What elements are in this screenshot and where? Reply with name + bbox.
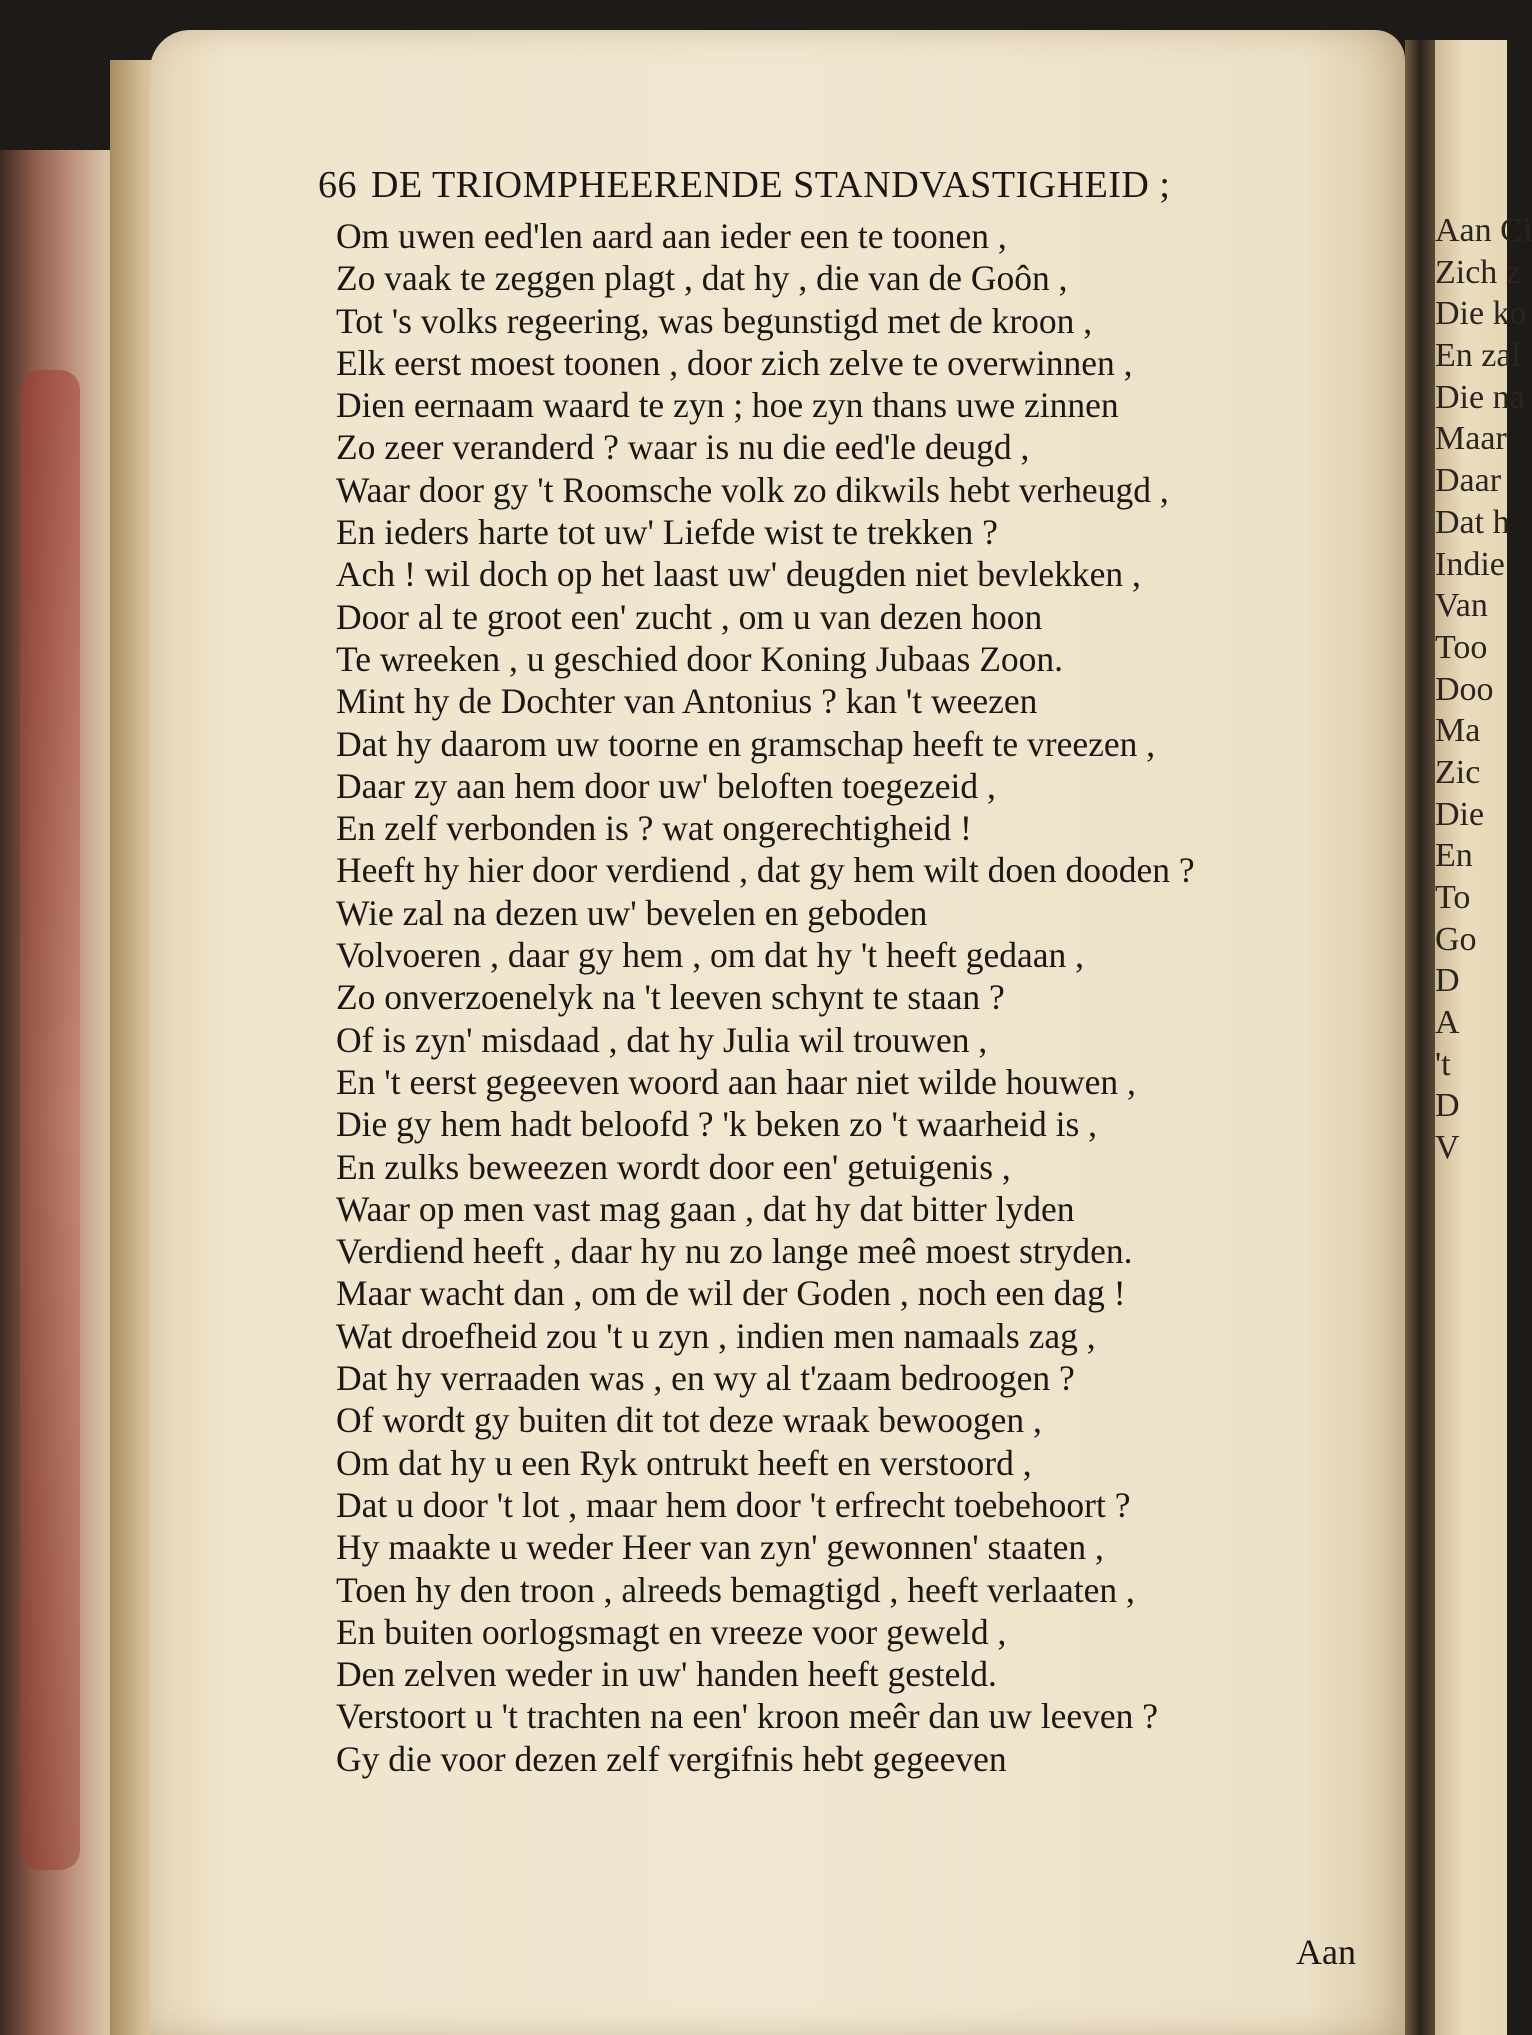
facing-page-line-fragment: A <box>1435 1004 1460 1042</box>
verse-text <box>336 215 1195 1780</box>
verse-line: Dat hy daarom uw toorne en gramschap heeft te vreezen , <box>336 723 1156 764</box>
facing-page-line-fragment: Daar <box>1435 462 1502 500</box>
facing-page-line-fragment: Die ko <box>1435 295 1527 333</box>
page-header <box>318 160 1378 210</box>
catchword: Aan <box>1296 1932 1356 1972</box>
verse-line: Zo vaak te zeggen plagt , dat hy , die van de Goôn , <box>336 258 1068 299</box>
facing-page-line-fragment: Indie <box>1435 545 1505 583</box>
verse-line: Zo zeer veranderd ? waar is nu die eed'le deugd , <box>336 427 1030 468</box>
verse-line: Dat hy verraaden was , en wy al t'zaam bedroogen ? <box>336 1358 1075 1399</box>
verse-line: En buiten oorlogsmagt en vreeze voor geweld , <box>336 1611 1007 1652</box>
verse-line: Door al te groot een' zucht , om u van dezen hoon <box>336 596 1043 637</box>
verse-line: Tot 's volks regeering, was begunstigd met de kroon , <box>336 300 1093 341</box>
book-gutter <box>1405 40 1435 2035</box>
facing-page-line-fragment: 't <box>1435 1045 1451 1083</box>
verse-line: Volvoeren , daar gy hem , om dat hy 't heeft gedaan , <box>336 935 1085 976</box>
facing-page-line-fragment: Maar <box>1435 420 1507 458</box>
verse-line: En ieders harte tot uw' Liefde wist te trekken ? <box>336 512 998 553</box>
verse-line: Die gy hem hadt beloofd ? 'k beken zo 't waarheid is , <box>336 1104 1098 1145</box>
verse-line: Den zelven weder in uw' handen heeft gesteld. <box>336 1654 997 1695</box>
verse-line: Of is zyn' misdaad , dat hy Julia wil trouwen , <box>336 1019 988 1060</box>
facing-page-line-fragment: Ma <box>1435 712 1481 750</box>
verse-line: En zulks beweezen wordt door een' getuigenis , <box>336 1146 1011 1187</box>
page-content <box>318 160 1398 1990</box>
verse-line: Maar wacht dan , om de wil der Goden , noch een dag ! <box>336 1273 1126 1314</box>
facing-page-line-fragment: D <box>1435 962 1460 1000</box>
facing-page-line-fragment: En zal <box>1435 337 1521 375</box>
facing-page-line-fragment: En <box>1435 837 1473 875</box>
verse-line: Verstoort u 't trachten na een' kroon meêr dan uw leeven ? <box>336 1696 1159 1737</box>
verse-line: Ach ! wil doch op het laast uw' deugden niet bevlekken , <box>336 554 1141 595</box>
verse-line: Zo onverzoenelyk na 't leeven schynt te staan ? <box>336 977 1005 1018</box>
facing-page <box>1435 40 1532 2035</box>
verse-line: Waar door gy 't Roomsche volk zo dikwils hebt verheugd , <box>336 469 1169 510</box>
verse-line: Toen hy den troon , alreeds bemagtigd , heeft verlaaten , <box>336 1569 1135 1610</box>
verse-line: Dat u door 't lot , maar hem door 't erfrecht toebehoort ? <box>336 1484 1131 1525</box>
verse-line: En zelf verbonden is ? wat ongerechtigheid ! <box>336 808 972 849</box>
facing-page-line-fragment: Zich z <box>1435 253 1521 291</box>
facing-page-line-fragment: To <box>1435 879 1471 916</box>
verse-line: Elk eerst moest toonen , door zich zelve te overwinnen , <box>336 342 1133 383</box>
verse-line: Waar op men vast mag gaan , dat hy dat bitter lyden <box>336 1188 1075 1229</box>
running-title: DE TRIOMPHEERENDE STANDVASTIGHEID ; <box>371 164 1171 206</box>
facing-page-line-fragment: Die na <box>1435 378 1525 416</box>
facing-page-line-fragment: Aan Ci <box>1435 212 1532 249</box>
verse-line: En 't eerst gegeeven woord aan haar niet wilde houwen , <box>336 1061 1136 1102</box>
verse-line: Heeft hy hier door verdiend , dat gy hem wilt doen dooden ? <box>336 850 1195 891</box>
facing-page-fragments <box>1435 210 1532 1169</box>
facing-page-line-fragment: Zic <box>1435 753 1481 791</box>
verse-line: Gy die voor dezen zelf vergifnis hebt gegeeven <box>336 1738 1007 1779</box>
facing-page-line-fragment: Doo <box>1435 670 1494 708</box>
verse-line: Te wreeken , u geschied door Koning Jubaas Zoon. <box>336 638 1064 679</box>
verse-line: Dien eernaam waard te zyn ; hoe zyn thans uwe zinnen <box>336 385 1119 426</box>
spine-stain <box>20 370 80 1870</box>
facing-page-line-fragment: Too <box>1435 628 1488 666</box>
verse-line: Om dat hy u een Ryk ontrukt heeft en verstoord , <box>336 1442 1032 1483</box>
facing-page-line-fragment: Dat h <box>1435 503 1510 541</box>
verse-line: Wie zal na dezen uw' bevelen en geboden <box>336 892 928 933</box>
verse-line: Of wordt gy buiten dit tot deze wraak bewoogen , <box>336 1400 1042 1441</box>
facing-page-line-fragment: V <box>1435 1129 1460 1167</box>
page-number: 66 <box>318 164 357 206</box>
verse-line: Hy maakte u weder Heer van zyn' gewonnen' staaten , <box>336 1527 1104 1568</box>
verse-line: Om uwen eed'len aard aan ieder een te toonen , <box>336 216 1007 256</box>
verse-line: Daar zy aan hem door uw' beloften toegezeid , <box>336 765 996 806</box>
facing-page-line-fragment: Van <box>1435 587 1488 625</box>
facing-page-line-fragment: D <box>1435 1087 1460 1125</box>
facing-page-line-fragment: Die <box>1435 795 1485 833</box>
verse-line: Verdiend heeft , daar hy nu zo lange meê moest stryden. <box>336 1231 1133 1272</box>
facing-page-line-fragment: Go <box>1435 920 1477 958</box>
verse-line: Mint hy de Dochter van Antonius ? kan 't weezen <box>336 681 1038 722</box>
verse-line: Wat droefheid zou 't u zyn , indien men namaals zag , <box>336 1315 1096 1356</box>
